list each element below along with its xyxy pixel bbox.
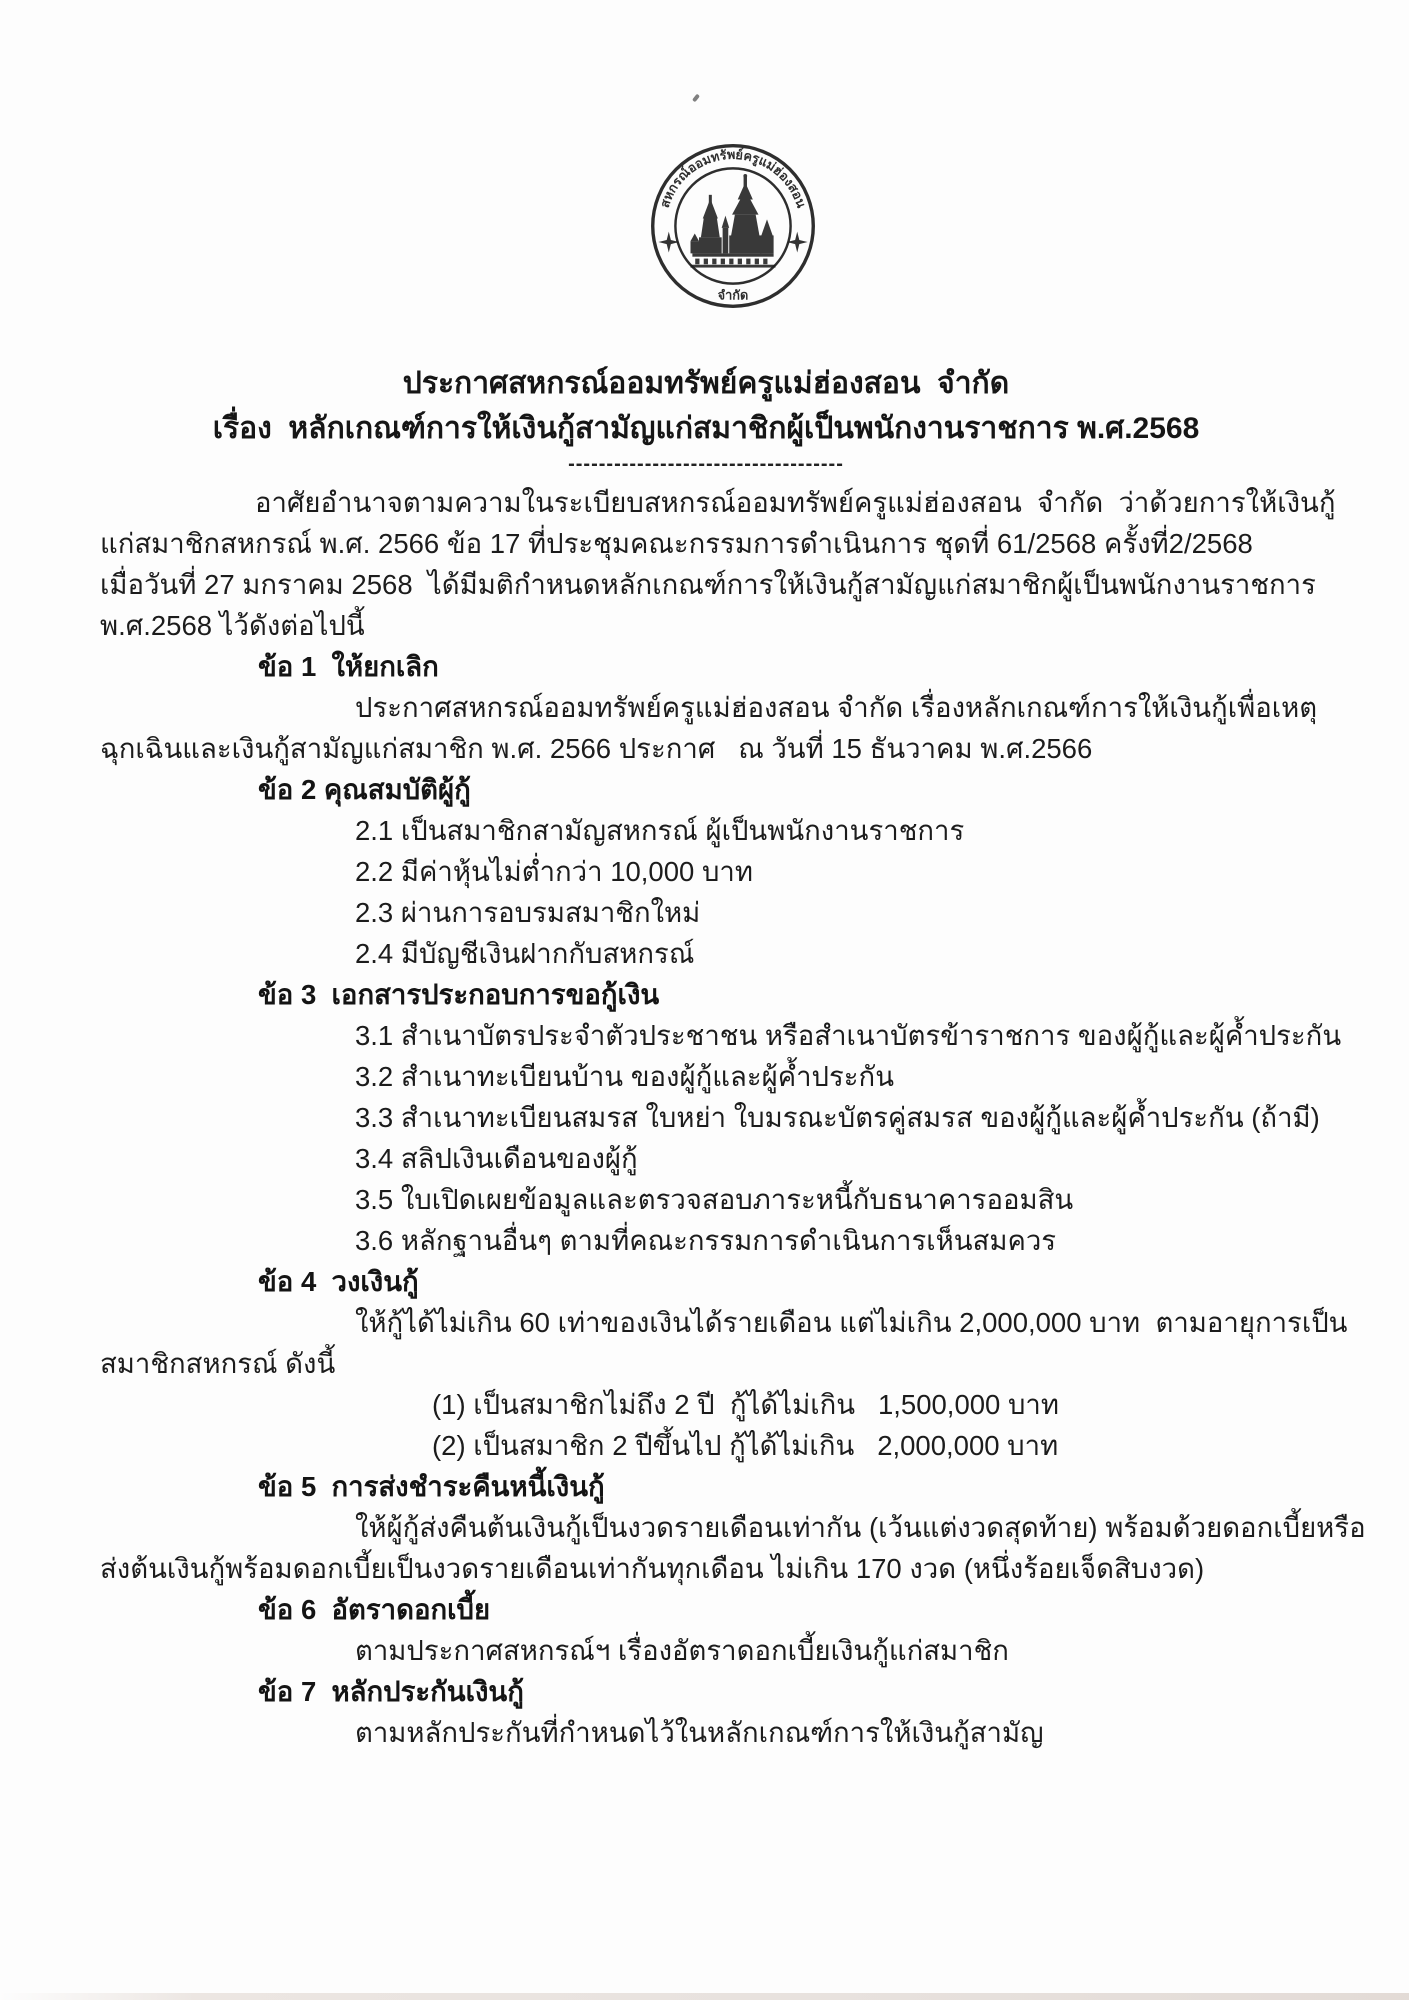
clause3-item-3: 3.3 สำเนาทะเบียนสมรส ใบหย่า ใบมรณะบัตรคู่สมรส ของผู้กู้และผู้ค้ำประกัน (ถ้ามี) — [355, 1102, 1320, 1133]
clause3-item-2: 3.2 สำเนาทะเบียนบ้าน ของผู้กู้และผู้ค้ำประกัน — [355, 1061, 894, 1092]
clause2-item-4: 2.4 มีบัญชีเงินฝากกับสหกรณ์ — [355, 938, 695, 969]
clause3-item-5: 3.5 ใบเปิดเผยข้อมูลและตรวจสอบภาระหนี้กับธนาคารออมสิน — [355, 1184, 1074, 1215]
clause1-line-1: ประกาศสหกรณ์ออมทรัพย์ครูแม่ฮ่องสอน จำกัด เรื่องหลักเกณฑ์การให้เงินกู้เพื่อเหตุ — [355, 692, 1318, 723]
temple-silhouette-icon — [691, 174, 776, 267]
preamble-line-1: อาศัยอำนาจตามความในระเบียบสหกรณ์ออมทรัพย์ครูแม่ฮ่องสอน จำกัด ว่าด้วยการให้เงินกู้ — [255, 487, 1336, 518]
clause2-item-2: 2.2 มีค่าหุ้นไม่ต่ำกว่า 10,000 บาท — [355, 856, 753, 887]
document-body — [100, 482, 1366, 1753]
clause5-heading: ข้อ 5 การส่งชำระคืนหนี้เงินกู้ — [258, 1471, 605, 1502]
page-title: ประกาศสหกรณ์ออมทรัพย์ครูแม่ฮ่องสอน จำกัด — [402, 367, 1010, 400]
cooperative-seal — [648, 141, 818, 311]
clause5-line-1: ให้ผู้กู้ส่งคืนต้นเงินกู้เป็นงวดรายเดือนเท่ากัน (เว้นแต่งวดสุดท้าย) พร้อมด้วยดอกเบี้ยหรือ — [355, 1512, 1366, 1543]
clause2-item-3: 2.3 ผ่านการอบรมสมาชิกใหม่ — [355, 897, 701, 928]
clause4-heading: ข้อ 4 วงเงินกู้ — [258, 1266, 419, 1297]
clause1-heading: ข้อ 1 ให้ยกเลิก — [258, 651, 439, 682]
clause7-line-1: ตามหลักประกันที่กำหนดไว้ในหลักเกณฑ์การให้เงินกู้สามัญ — [355, 1717, 1044, 1748]
page-subject: เรื่อง หลักเกณฑ์การให้เงินกู้สามัญแก่สมาชิกผู้เป็นพนักงานราชการ พ.ศ.2568 — [212, 412, 1200, 445]
scan-bottom-edge — [0, 1993, 1409, 2000]
clause4-line-2: สมาชิกสหกรณ์ ดังนี้ — [100, 1348, 336, 1379]
clause4-line-1: ให้กู้ได้ไม่เกิน 60 เท่าของเงินได้รายเดือน แต่ไม่เกิน 2,000,000 บาท ตามอายุการเป็น — [355, 1307, 1348, 1338]
clause3-item-1: 3.1 สำเนาบัตรประจำตัวประชาชน หรือสำเนาบัตรข้าราชการ ของผู้กู้และผู้ค้ำประกัน — [355, 1020, 1342, 1051]
announcement-page — [100, 0, 1366, 1753]
clause6-line-1: ตามประกาศสหกรณ์ฯ เรื่องอัตราดอกเบี้ยเงินกู้แก่สมาชิก — [355, 1635, 1009, 1666]
clause3-item-6: 3.6 หลักฐานอื่นๆ ตามที่คณะกรรมการดำเนินการเห็นสมควร — [355, 1225, 1057, 1256]
seal-bottom-text: จำกัด — [717, 287, 749, 303]
clause3-heading: ข้อ 3 เอกสารประกอบการขอกู้เงิน — [258, 979, 660, 1010]
clause7-heading: ข้อ 7 หลักประกันเงินกู้ — [258, 1676, 524, 1707]
clause2-item-1: 2.1 เป็นสมาชิกสามัญสหกรณ์ ผู้เป็นพนักงานราชการ — [355, 815, 965, 846]
seal-arc-text: สหกรณ์ออมทรัพย์ครูแม่ฮ่องสอน — [656, 146, 810, 210]
seal-graphic — [648, 141, 818, 311]
clause6-heading: ข้อ 6 อัตราดอกเบี้ย — [258, 1594, 491, 1625]
preamble-line-3: เมื่อวันที่ 27 มกราคม 2568 ได้มีมติกำหนดหลักเกณฑ์การให้เงินกู้สามัญแก่สมาชิกผู้เป็นพนักงานราชการ — [100, 569, 1316, 600]
svg-text:สหกรณ์ออมทรัพย์ครูแม่ฮ่องสอน — [657, 147, 810, 210]
preamble-line-2: แก่สมาชิกสหกรณ์ พ.ศ. 2566 ข้อ 17 ที่ประชุมคณะกรรมการดำเนินการ ชุดที่ 61/2568 ครั้งที่2/2568 — [100, 528, 1253, 559]
clause4-option-1: (1) เป็นสมาชิกไม่ถึง 2 ปี กู้ได้ไม่เกิน 1,500,000 บาท — [432, 1389, 1059, 1420]
clause1-line-2: ฉุกเฉินและเงินกู้สามัญแก่สมาชิก พ.ศ. 2566 ประกาศ ณ วันที่ 15 ธันวาคม พ.ศ.2566 — [100, 733, 1093, 764]
preamble-line-4: พ.ศ.2568 ไว้ดังต่อไปนี้ — [100, 610, 365, 641]
clause2-heading: ข้อ 2 คุณสมบัติผู้กู้ — [258, 774, 471, 805]
clause3-item-4: 3.4 สลิปเงินเดือนของผู้กู้ — [355, 1143, 638, 1174]
divider-dashes: ------------------------------------ — [568, 453, 844, 475]
clause5-line-2: ส่งต้นเงินกู้พร้อมดอกเบี้ยเป็นงวดรายเดือนเท่ากันทุกเดือน ไม่เกิน 170 งวด (หนึ่งร้อยเจ็ดสิบงวด) — [100, 1553, 1205, 1584]
clause4-option-2: (2) เป็นสมาชิก 2 ปีขึ้นไป กู้ได้ไม่เกิน 2,000,000 บาท — [432, 1430, 1059, 1461]
